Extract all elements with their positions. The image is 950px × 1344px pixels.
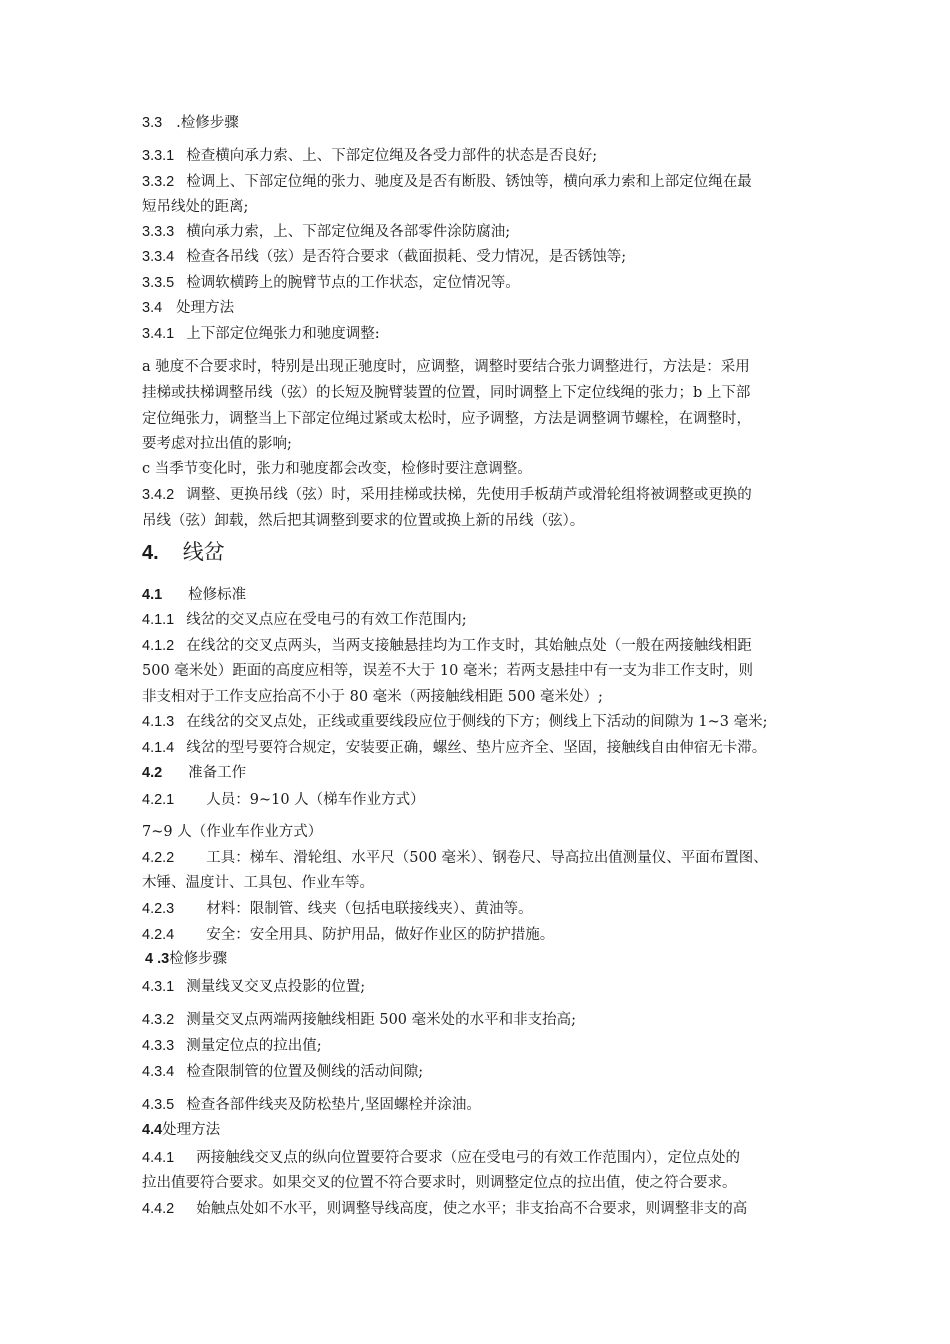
paragraph-a-line4: 要考虑对拉出值的影响;	[142, 436, 292, 452]
paragraph-c: c 当季节变化时，张力和驰度都会改变，检修时要注意调整。	[142, 461, 532, 477]
item-3-4-2-cont: 吊线（弦）卸载，然后把其调整到要求的位置或换上新的吊线（弦）。	[142, 513, 585, 529]
item-4-2-4: 4.2.4 安全：安全用具、防护用品，做好作业区的防护措施。	[142, 927, 555, 943]
paragraph-a-line1: a 驰度不合要求时，特别是出现正驰度时，应调整，调整时要结合张力调整进行，方法是：采用	[142, 359, 750, 375]
item-4-2-1-cont: 7~9 人（作业车作业方式）	[142, 824, 323, 840]
item-4-1-1: 4.1.1 线岔的交叉点应在受电弓的有效工作范围内;	[142, 612, 467, 628]
item-3-3-5: 3.3.5 检调软横跨上的腕臂节点的工作状态，定位情况等。	[142, 275, 520, 291]
item-4-2-2: 4.2.2 工具：梯车、滑轮组、水平尺（500 毫米）、钢卷尺、导高拉出值测量仪、平面布置图、	[142, 850, 768, 866]
chapter-title: 线岔	[182, 540, 225, 564]
item-4-2-2-cont: 木锤、温度计、工具包、作业车等。	[142, 875, 374, 891]
item-4-2-3: 4.2.3 材料：限制管、线夹（包括电联接线夹）、黄油等。	[142, 901, 533, 917]
item-4-4-1: 4.4.1 两接触线交叉点的纵向位置要符合要求（应在受电弓的有效工作范围内），定位点处的	[142, 1150, 740, 1166]
item-4-3-3: 4.3.3 测量定位点的拉出值;	[142, 1038, 322, 1054]
item-4-1-3: 4.1.3 在线岔的交叉点处，正线或重要线段应位于侧线的下方；侧线上下活动的间隙为 1~3 毫米;	[142, 714, 768, 730]
item-3-3-1: 3.3.1 检查横向承力索、上、下部定位绳及各受力部件的状态是否良好;	[142, 148, 598, 164]
section-title: .检修步骤	[176, 115, 239, 131]
item-4-3-2: 4.3.2 测量交叉点两端两接触线相距 500 毫米处的水平和非支抬高;	[142, 1012, 577, 1028]
item-4-3-5: 4.3.5 检查各部件线夹及防松垫片,坚固螺栓并涂油。	[142, 1097, 481, 1113]
item-4-1-4: 4.1.4 线岔的型号要符合规定，安装要正确，螺丝、垫片应齐全、坚固，接触线自由伸宿无卡滞。	[142, 740, 767, 756]
item-4-1-2: 4.1.2 在线岔的交叉点两头，当两支接触悬挂均为工作支时，其始触点处（一般在两接触线相距	[142, 638, 752, 654]
paragraph-a-line2: 挂梯或扶梯调整吊线（弦）的长短及腕臂装置的位置，同时调整上下定位线绳的张力；b 上下部	[142, 385, 751, 401]
item-4-4-2: 4.4.2 始触点处如不水平，则调整导线高度，使之水平；非支抬高不合要求，则调整非支的高	[142, 1201, 748, 1217]
item-4-4-1-cont: 拉出值要符合要求。如果交叉的位置不符合要求时，则调整定位点的拉出值，使之符合要求。	[142, 1175, 737, 1191]
section-heading-3-4: 3.4 处理方法	[142, 300, 235, 316]
item-4-1-2-cont2: 非支相对于工作支应抬高不小于 80 毫米（两接触线相距 500 毫米处）;	[142, 689, 603, 705]
item-3-4-1: 3.4.1 上下部定位绳张力和驰度调整:	[142, 326, 380, 342]
item-4-3-1: 4.3.1 测量线叉交叉点投影的位置;	[142, 979, 366, 995]
item-3-3-4: 3.3.4 检查各吊线（弦）是否符合要求（截面损耗、受力情况，是否锈蚀等;	[142, 249, 627, 265]
item-4-2-1: 4.2.1 人员：9~10 人（梯车作业方式）	[142, 792, 425, 808]
item-3-3-3: 3.3.3 横向承力索，上、下部定位绳及各部零件涂防腐油;	[142, 224, 511, 240]
item-3-3-2-cont: 短吊线处的距离;	[142, 199, 249, 215]
section-heading-4-4: 4.4处理方法	[142, 1122, 221, 1138]
section-heading-4-1: 4.1 检修标准	[142, 587, 247, 603]
paragraph-a-line3: 定位绳张力，调整当上下部定位绳过紧或太松时，应予调整，方法是调整调节螺栓，在调整时，	[142, 411, 751, 427]
section-heading-3-3: 3.3 .检修步骤	[142, 115, 239, 131]
section-heading-4-3: 4 .3检修步骤	[145, 951, 228, 967]
item-4-3-4: 4.3.4 检查限制管的位置及侧线的活动间隙;	[142, 1064, 424, 1080]
item-3-4-2: 3.4.2 调整、更换吊线（弦）时，采用挂梯或扶梯，先使用手板葫芦或滑轮组将被调整或更换的	[142, 487, 752, 503]
item-4-1-2-cont1: 500 毫米处）距面的高度应相等，误差不大于 10 毫米；若两支悬挂中有一支为非工作支时，则	[142, 663, 753, 679]
section-heading-4-2: 4.2 准备工作	[142, 765, 247, 781]
item-3-3-2: 3.3.2 检调上、下部定位绳的张力、驰度及是否有断股、锈蚀等，横向承力索和上部定位绳在最	[142, 174, 752, 190]
chapter-heading-4: 4. 线岔	[142, 540, 225, 564]
